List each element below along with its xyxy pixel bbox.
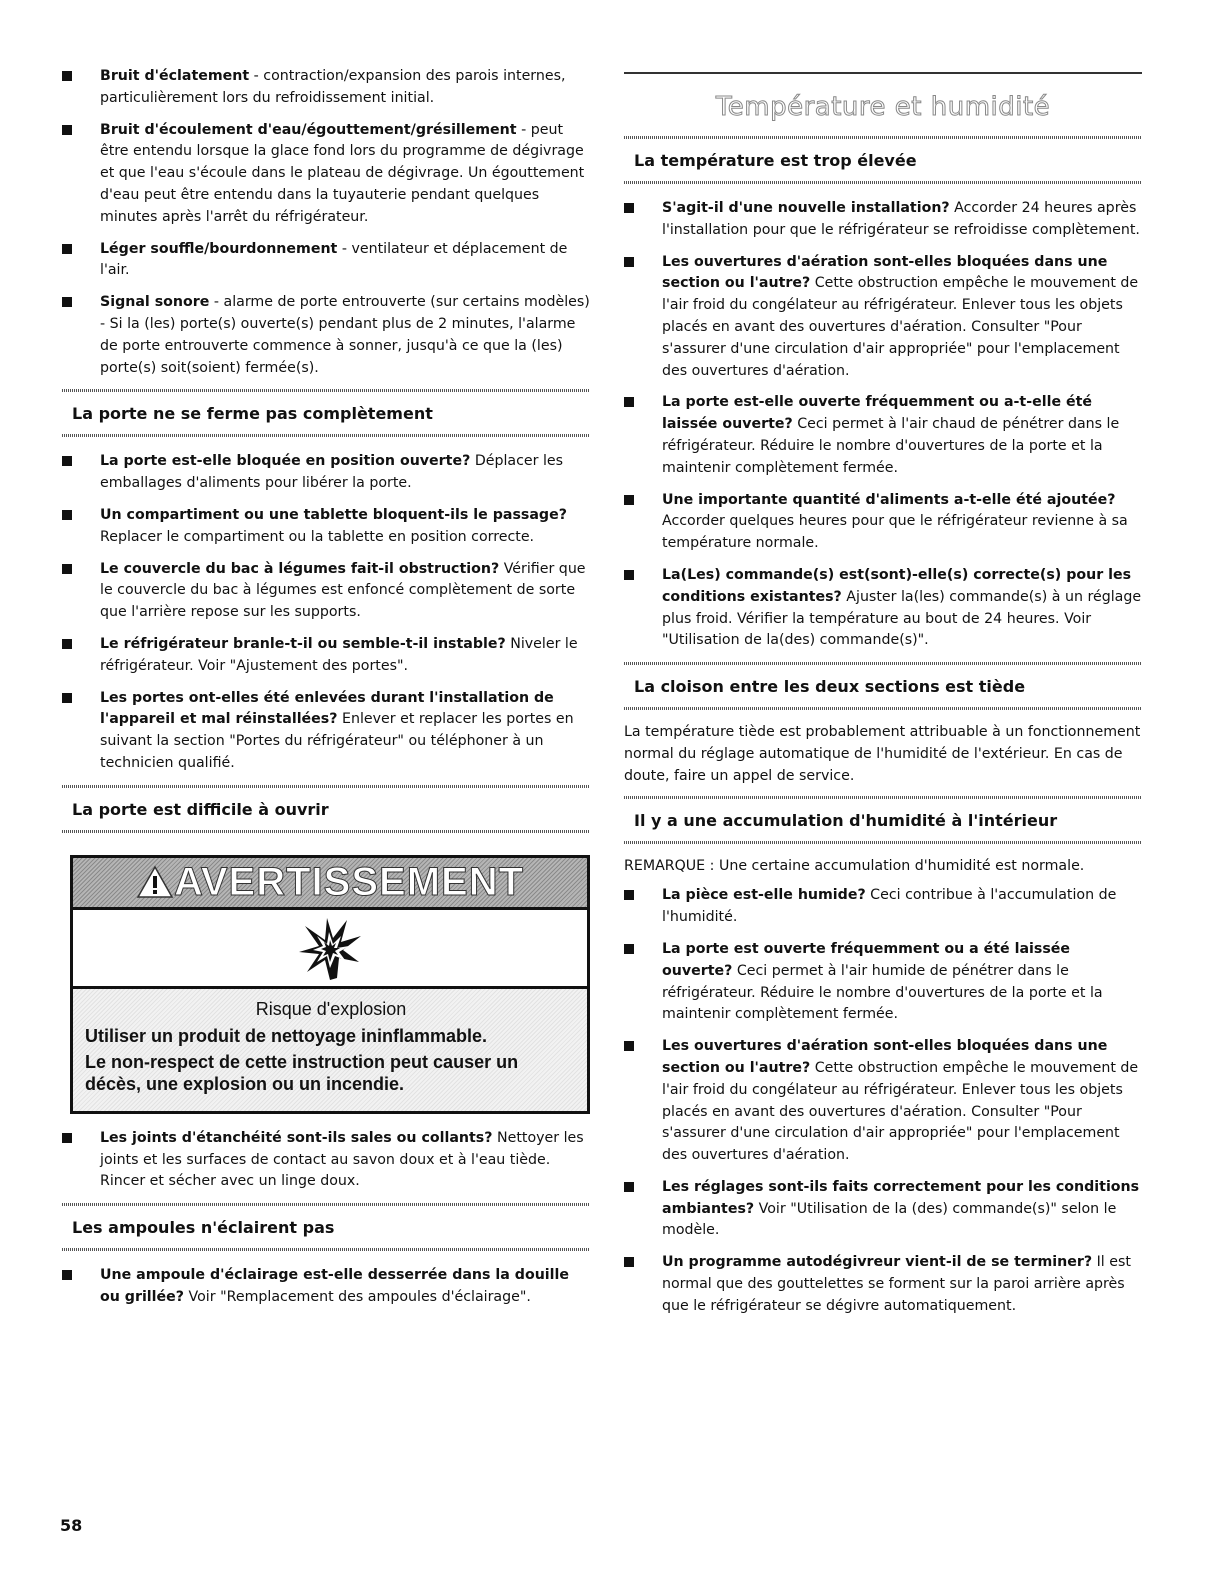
bullet-square-icon xyxy=(62,244,72,254)
page-number: 58 xyxy=(60,1516,83,1535)
bullet-square-icon xyxy=(62,693,72,703)
bullet-square-icon xyxy=(62,71,72,81)
bullet-square-icon xyxy=(62,297,72,307)
intro-bullet-list xyxy=(62,66,590,379)
section-door-hard-to-open xyxy=(62,785,590,1193)
bullet-square-icon xyxy=(62,639,72,649)
bullet-square-icon xyxy=(62,125,72,135)
list-item: La porte est ouverte fréquemment ou a été laissée ouverte? Ceci permet à l'air humide de pénétrer dans le réfrigérateur. Réduire le nombre d'ouvertures de la porte et la maintenir complètement fermée. xyxy=(624,939,1142,1026)
bullet-list xyxy=(624,885,1142,1317)
list-item: Une ampoule d'éclairage est-elle desserrée dans la douille ou grillée? Voir "Remplacement des ampoules d'éclairage". xyxy=(62,1265,590,1309)
bullet-list xyxy=(62,1128,590,1193)
bullet-square-icon xyxy=(624,1257,634,1267)
bullet-square-icon xyxy=(624,1182,634,1192)
warning-triangle-icon xyxy=(136,865,174,899)
section-title: La cloison entre les deux sections est tiède xyxy=(634,677,1026,697)
section-divider xyxy=(624,181,1142,184)
bullet-square-icon xyxy=(624,944,634,954)
warning-risk: Risque d'explosion xyxy=(255,998,407,1019)
section-title: La porte est difficile à ouvrir xyxy=(72,799,329,819)
warning-consequence: Le non-respect de cette instruction peut causer un décès, une explosion ou un incendie. xyxy=(85,1051,519,1094)
note: REMARQUE : Une certaine accumulation d'humidité est normale. xyxy=(624,857,1085,874)
section-divider xyxy=(62,434,590,437)
bullet-square-icon xyxy=(624,203,634,213)
page-title: Température et humidité xyxy=(715,92,1051,122)
list-item: Les joints d'étanchéité sont-ils sales ou collants? Nettoyer les joints et les surfaces de contact au savon doux et à l'eau tiède. Rincer et sécher avec un linge doux. xyxy=(62,1128,590,1193)
warning-box xyxy=(70,855,590,1114)
section-door-not-closing xyxy=(62,389,590,774)
bullet-square-icon xyxy=(62,1270,72,1280)
list-item: Bruit d'éclatement - contraction/expansion des parois internes, particulièrement lors du refroidissement initial. xyxy=(62,66,590,110)
section-title: Les ampoules n'éclairent pas xyxy=(72,1218,335,1238)
section-title: La porte ne se ferme pas complètement xyxy=(72,404,433,424)
list-item: La porte est-elle ouverte fréquemment ou a-t-elle été laissée ouverte? Ceci permet à l'air chaud de pénétrer dans le réfrigérateur. Réduire le nombre d'ouvertures de la porte et la maintenir complètement fermée. xyxy=(624,392,1142,479)
list-item: Les ouvertures d'aération sont-elles bloquées dans une section ou l'autre? Cette obstruction empêche le mouvement de l'air froid du congélateur au réfrigérateur. Enlever tous les objets placés en avant des ouvertures d'aération. Consulter "Pour s'assurer d'une circulation d'air appropriée" pour l'emplacement des ouvertures d'aération. xyxy=(624,1036,1142,1167)
list-item: La porte est-elle bloquée en position ouverte? Déplacer les emballages d'aliments pour libérer la porte. xyxy=(62,451,590,495)
section-moisture-buildup xyxy=(624,796,1142,1318)
bullet-square-icon xyxy=(62,510,72,520)
section-partition-warm xyxy=(624,662,1142,787)
bullet-list xyxy=(62,1265,590,1309)
bullet-square-icon xyxy=(62,564,72,574)
warning-instruction: Utiliser un produit de nettoyage ininflammable. xyxy=(85,1025,488,1046)
section-divider xyxy=(624,841,1142,844)
list-item: Le couvercle du bac à légumes fait-il obstruction? Vérifier que le couvercle du bac à légumes est enfoncé complètement de sorte que l'arrière repose sur les supports. xyxy=(62,559,590,624)
warning-icon-area xyxy=(73,910,587,986)
section-title: Il y a une accumulation d'humidité à l'intérieur xyxy=(634,810,1058,830)
list-item: Les portes ont-elles été enlevées durant l'installation de l'appareil et mal réinstallées? Enlever et replacer les portes en suivant la section "Portes du réfrigérateur" ou téléphoner à un technicien qualifié. xyxy=(62,688,590,775)
bullet-square-icon xyxy=(624,890,634,900)
warning-body xyxy=(73,986,587,1111)
bullet-square-icon xyxy=(624,1041,634,1051)
list-item: La pièce est-elle humide? Ceci contribue à l'accumulation de l'humidité. xyxy=(624,885,1142,929)
right-column xyxy=(624,72,1142,1328)
list-item: Léger souffle/bourdonnement - ventilateur et déplacement de l'air. xyxy=(62,239,590,283)
bullet-square-icon xyxy=(624,397,634,407)
list-item: Les réglages sont-ils faits correctement pour les conditions ambiantes? Voir "Utilisation de la (des) commande(s)" selon le modèle. xyxy=(624,1177,1142,1242)
list-item: Signal sonore - alarme de porte entrouverte (sur certains modèles) - Si la (les) porte(s) ouverte(s) pendant plus de 2 minutes, l'alarme de porte entrouverte commence à sonner, jusqu'à ce que la (les) porte(s) soit(soient) fermée(s). xyxy=(62,292,590,379)
bullet-square-icon xyxy=(624,257,634,267)
bullet-square-icon xyxy=(62,1133,72,1143)
bullet-list xyxy=(62,451,590,774)
section-divider xyxy=(62,830,590,833)
list-item: Un compartiment ou une tablette bloquent-ils le passage? Replacer le compartiment ou la tablette en position correcte. xyxy=(62,505,590,549)
bullet-square-icon xyxy=(62,456,72,466)
section-divider xyxy=(624,707,1142,710)
left-column xyxy=(62,66,590,1319)
warning-header xyxy=(73,858,587,910)
bullet-list xyxy=(624,198,1142,652)
explosion-icon xyxy=(295,916,365,980)
list-item: Bruit d'écoulement d'eau/égouttement/grésillement - peut être entendu lorsque la glace fond lors du programme de dégivrage et que l'eau s'écoule dans le plateau de dégivrage. Un égouttement d'eau peut être entendu dans la tuyauterie pendant quelques minutes après l'arrêt du réfrigérateur. xyxy=(62,120,590,229)
list-item: Un programme autodégivreur vient-il de se terminer? Il est normal que des gouttelettes se forment sur la paroi arrière après que le réfrigérateur se dégivre automatiquement. xyxy=(624,1252,1142,1317)
list-item: S'agit-il d'une nouvelle installation? Accorder 24 heures après l'installation pour que le réfrigérateur se refroidisse complètement. xyxy=(624,198,1142,242)
section-bulbs-not-lighting xyxy=(62,1203,590,1309)
warning-title: AVERTISSEMENT xyxy=(173,859,525,904)
list-item: La(Les) commande(s) est(sont)-elle(s) correcte(s) pour les conditions existantes? Ajuster la(les) commande(s) à un réglage plus froid. Vérifier la température au bout de 24 heures. Voir "Utilisation de la(des) commande(s)". xyxy=(624,565,1142,652)
section-paragraph: La température tiède est probablement attribuable à un fonctionnement normal du réglage automatique de l'humidité de l'extérieur. En cas de doute, faire un appel de service. xyxy=(624,724,1141,784)
list-item: Une importante quantité d'aliments a-t-elle été ajoutée? Accorder quelques heures pour que le réfrigérateur revienne à sa température normale. xyxy=(624,490,1142,555)
list-item: Le réfrigérateur branle-t-il ou semble-t-il instable? Niveler le réfrigérateur. Voir "Ajustement des portes". xyxy=(62,634,590,678)
section-divider xyxy=(62,1248,590,1251)
section-title: La température est trop élevée xyxy=(634,151,917,170)
bullet-square-icon xyxy=(624,570,634,580)
bullet-square-icon xyxy=(624,495,634,505)
section-temperature-too-high xyxy=(624,136,1142,652)
list-item: Les ouvertures d'aération sont-elles bloquées dans une section ou l'autre? Cette obstruction empêche le mouvement de l'air froid du congélateur au réfrigérateur. Enlever tous les objets placés en avant des ouvertures d'aération. Consulter "Pour s'assurer d'une circulation d'air appropriée" pour l'emplacement des ouvertures d'aération. xyxy=(624,252,1142,383)
